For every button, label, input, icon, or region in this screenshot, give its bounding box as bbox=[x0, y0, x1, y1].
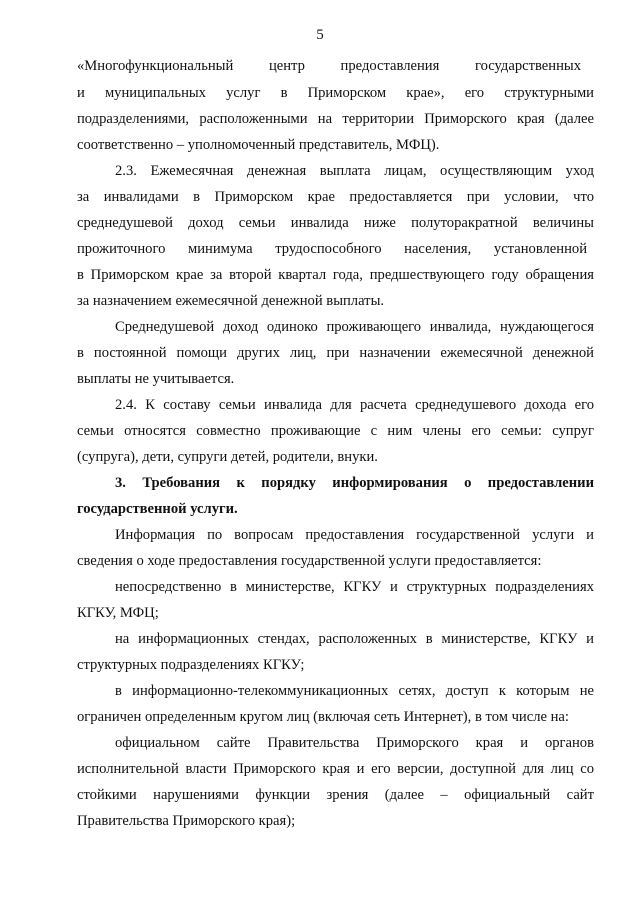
text-line: стойкими нарушениями функции зрения (далее – официальный сайт bbox=[77, 787, 594, 803]
text-line: выплаты не учитывается. bbox=[77, 371, 235, 387]
text-line: на информационных стендах, расположенных в министерстве, КГКУ и bbox=[115, 631, 594, 647]
text-line: КГКУ, МФЦ; bbox=[77, 605, 159, 621]
page-number: 5 bbox=[316, 27, 324, 43]
text-line: в Приморском крае за второй квартал года, предшествующего году обращения bbox=[77, 267, 594, 283]
text-line: сведения о ходе предоставления государственной услуги предоставляется: bbox=[77, 553, 542, 569]
text-line: Правительства Приморского края); bbox=[77, 813, 296, 829]
text-line: за инвалидами в Приморском крае предоставляется при условии, что bbox=[77, 189, 594, 205]
text-line: структурных подразделениях КГКУ; bbox=[77, 657, 305, 673]
text-line: в информационно-телекоммуникационных сетях, доступ к которым не bbox=[115, 683, 594, 699]
text-line: подразделениями, расположенными на территории Приморского края (далее bbox=[77, 111, 594, 127]
text-line: за назначением ежемесячной денежной выплаты. bbox=[77, 293, 385, 309]
text-line: прожиточного минимума трудоспособного населения, установленной bbox=[77, 241, 587, 257]
text-line: ограничен определенным кругом лиц (включая сеть Интернет), в том числе на: bbox=[77, 709, 569, 725]
text-line: непосредственно в министерстве, КГКУ и структурных подразделениях bbox=[115, 579, 594, 595]
text-line: в постоянной помощи других лиц, при назначении ежемесячной денежной bbox=[77, 345, 594, 361]
text-line: и муниципальных услуг в Приморском крае», его структурными bbox=[77, 85, 594, 101]
text-line: 2.4. К составу семьи инвалида для расчета среднедушевого дохода его bbox=[115, 397, 594, 413]
text-line: 2.3. Ежемесячная денежная выплата лицам, осуществляющим уход bbox=[115, 163, 594, 179]
text-line: соответственно – уполномоченный представитель, МФЦ). bbox=[77, 137, 440, 153]
text-line: (супруга), дети, супруги детей, родители, внуки. bbox=[77, 449, 378, 465]
text-line: семьи относятся совместно проживающие с ним члены его семьи: супруг bbox=[77, 423, 594, 439]
text-line: Информация по вопросам предоставления государственной услуги и bbox=[115, 527, 594, 543]
text-line: официальном сайте Правительства Приморского края и органов bbox=[115, 735, 594, 751]
text-line: исполнительной власти Приморского края и его версии, доступной для лиц со bbox=[77, 761, 594, 777]
text-line: Среднедушевой доход одиноко проживающего инвалида, нуждающегося bbox=[115, 319, 594, 335]
text-line: среднедушевой доход семьи инвалида ниже полуторакратной величины bbox=[77, 215, 594, 231]
section-heading: государственной услуги. bbox=[77, 501, 238, 517]
text-line: «Многофункциональный центр предоставления государственных bbox=[77, 58, 581, 74]
section-heading: 3. Требования к порядку информирования о предоставлении bbox=[115, 475, 594, 491]
